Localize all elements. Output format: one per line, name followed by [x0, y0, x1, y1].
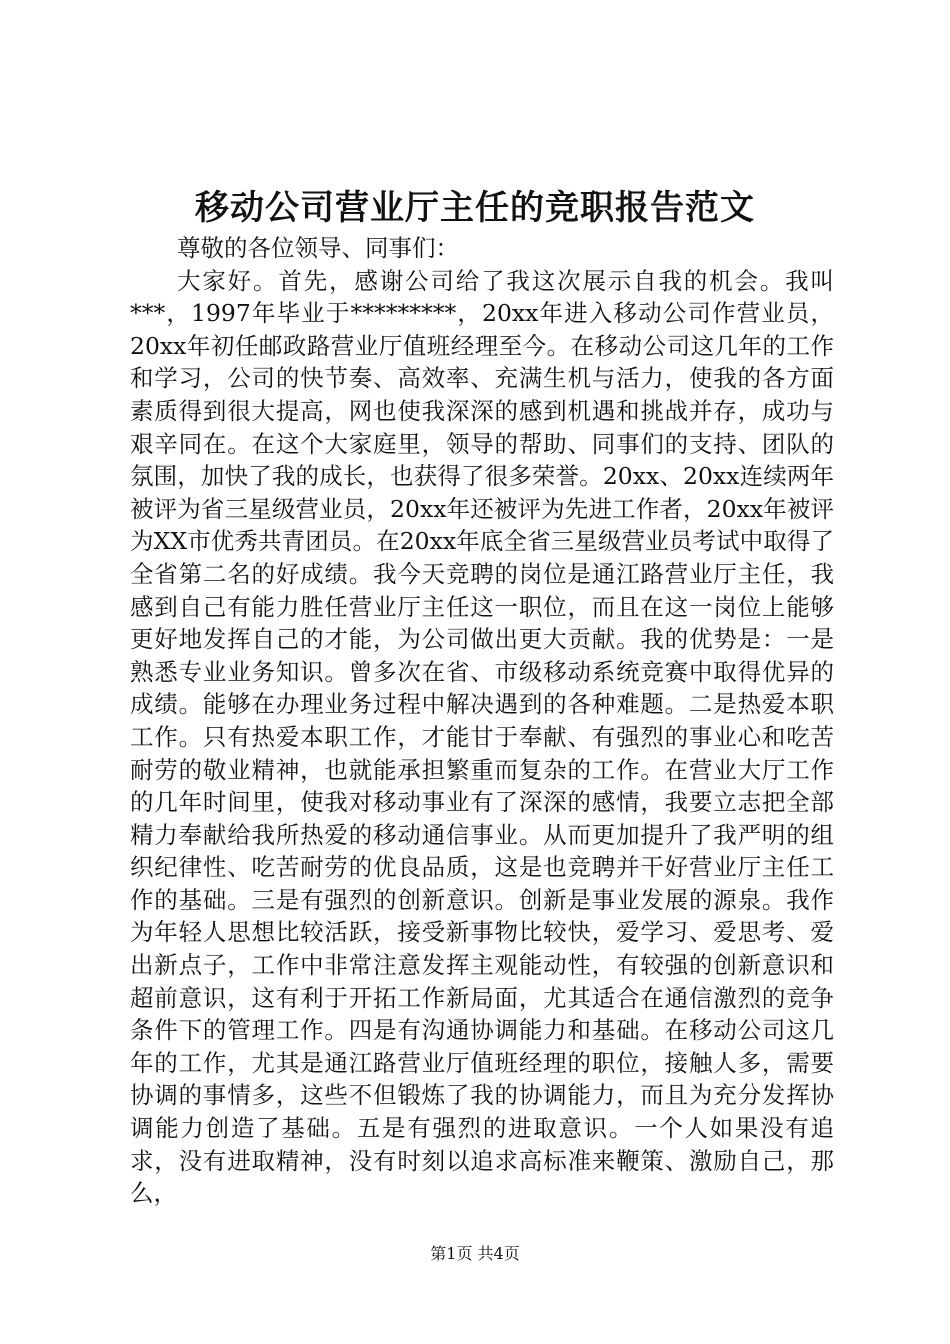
salutation: 尊敬的各位领导、同事们： [177, 234, 459, 262]
body-paragraph: 大家好。首先，感谢公司给了我这次展示自我的机会。我叫***，1997年毕业于*********，20xx年进入移动公司作营业员，20xx年初任邮政路营业厅值班经理至今。在移动公司这几年的工作和学习，公司的快节奏、高效率、充满生机与活力，使我的各方面素质得到很大提高，网也使我深深的感到机遇和挑战并存，成功与艰辛同在。在这个大家庭里，领导的帮助、同事们的支持、团队的氛围，加快了我的成长，也获得了很多荣誉。20xx、20xx连续两年被评为省三星级营业员，20xx年还被评为先进工作者，20xx年被评为XX市优秀共青团员。在20xx年底全省三星级营业员考试中取得了全省第二名的好成绩。我今天竞聘的岗位是通江路营业厅主任，我感到自己有能力胜任营业厅主任这一职位，而且在这一岗位上能够更好地发挥自己的才能，为公司做出更大贡献。我的优势是：一是熟悉专业业务知识。曾多次在省、市级移动系统竞赛中取得优异的成绩。能够在办理业务过程中解决遇到的各种难题。二是热爱本职工作。只有热爱本职工作，才能甘于奉献、有强烈的事业心和吃苦耐劳的敬业精神，也就能承担繁重而复杂的工作。在营业大厅工作的几年时间里，使我对移动事业有了深深的感情，我要立志把全部精力奉献给我所热爱的移动通信事业。从而更加提升了我严明的组织纪律性、吃苦耐劳的优良品质，这是也竞聘并干好营业厅主任工作的基础。三是有强烈的创新意识。创新是事业发展的源泉。我作为年轻人思想比较活跃，接受新事物比较快，爱学习、爱思考、爱出新点子，工作中非常注意发挥主观能动性，有较强的创新意识和超前意识，这有利于开拓工作新局面，尤其适合在通信激烈的竞争条件下的管理工作。四是有沟通协调能力和基础。在移动公司这几年的工作，尤其是通江路营业厅值班经理的职位，接触人多，需要协调的事情多，这些不但锻炼了我的协调能力，而且为充分发挥协调能力创造了基础。五是有强烈的进取意识。一个人如果没有追求，没有进取精神，没有时刻以追求高标准来鞭策、激励自己，那么， [130, 266, 834, 1208]
document-body [130, 232, 834, 1210]
page-number: 第1页 共4页 [430, 1244, 520, 1263]
document-title: 移动公司营业厅主任的竞职报告范文 [195, 188, 755, 228]
